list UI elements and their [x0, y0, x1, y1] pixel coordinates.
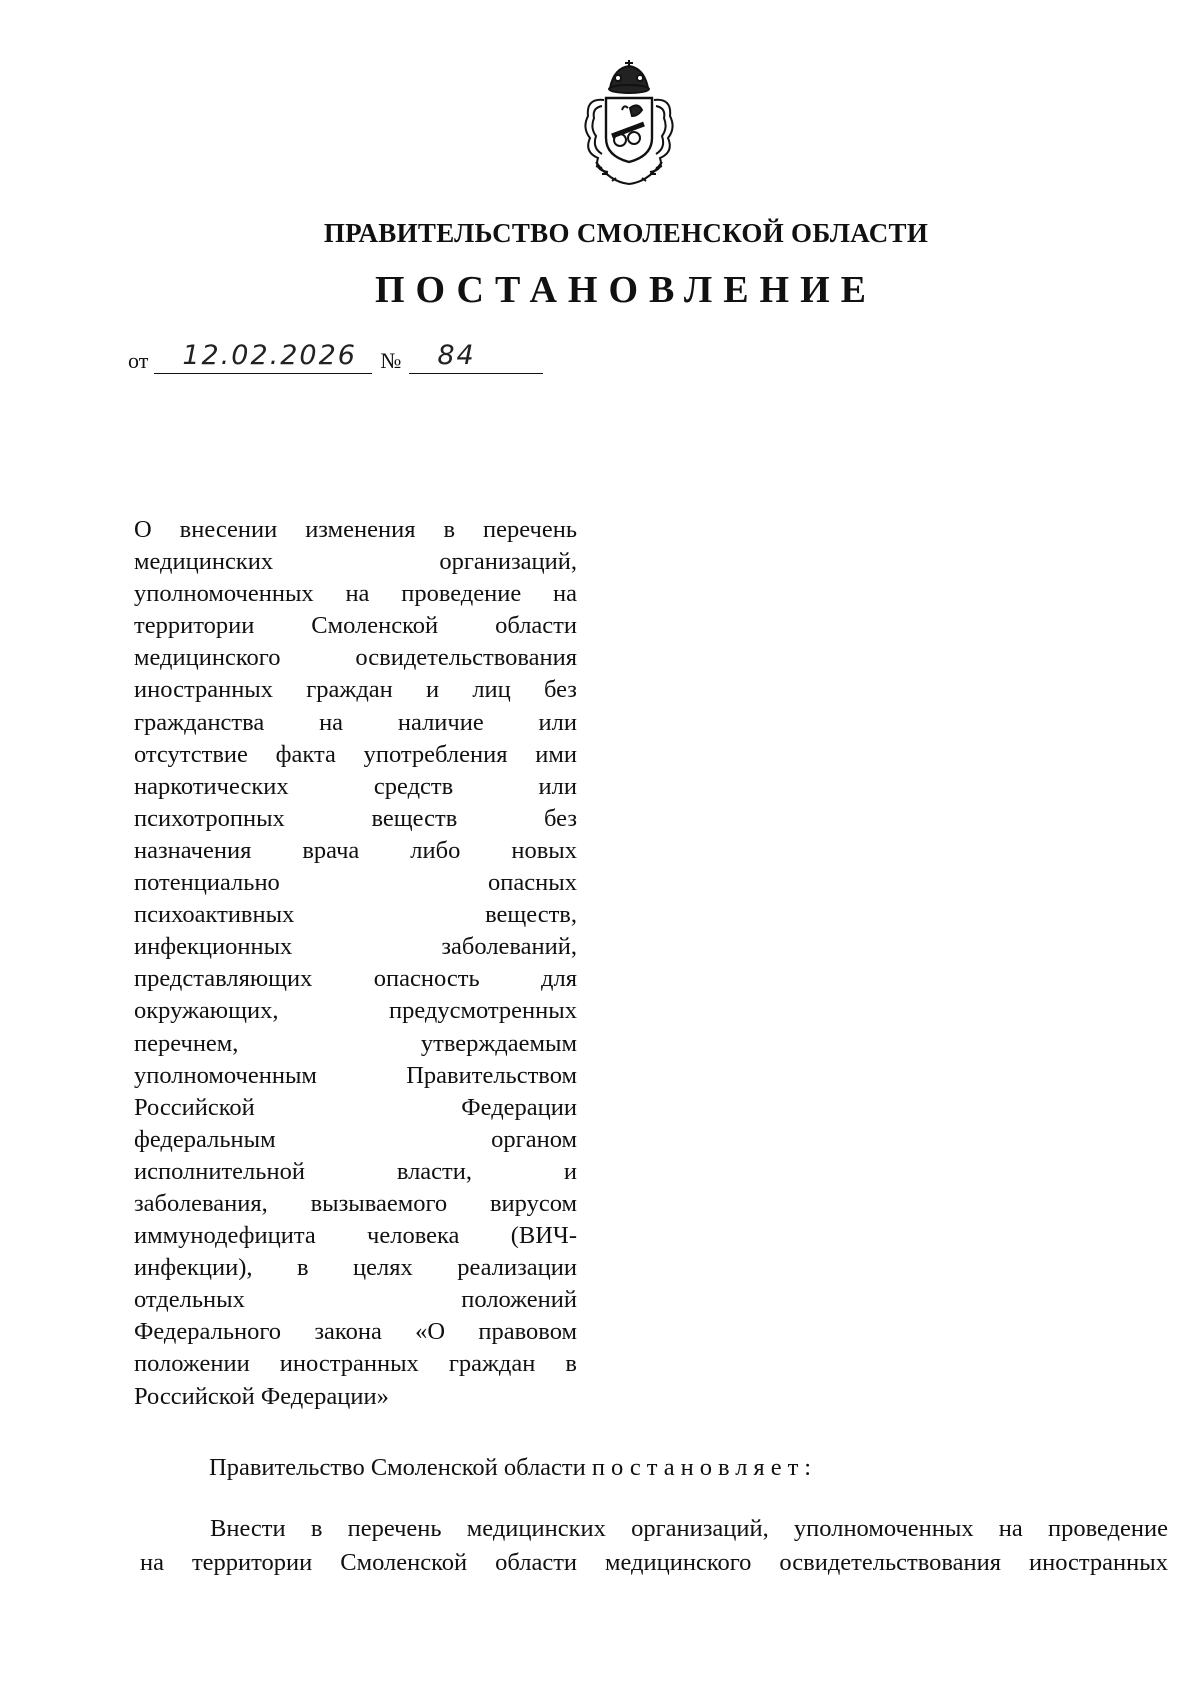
subject-line: О внесении изменения в перечень — [134, 516, 577, 543]
subject-line: уполномоченным Правительством — [134, 1061, 577, 1089]
document-type-title: ПОСТАНОВЛЕНИЕ — [374, 269, 878, 311]
body-line: Внести в перечень медицинских организаций, уполномоченных на проведение — [210, 1515, 1168, 1542]
subject-line: иностранных граждан и лиц без — [134, 676, 577, 704]
subject-line: назначения врача либо новых — [134, 836, 577, 864]
subject-line: Федерального закона «О правовом — [134, 1318, 577, 1346]
subject-line: медицинских организаций, — [134, 548, 577, 576]
date-field — [154, 339, 372, 374]
subject-line: наркотических средств или — [134, 772, 577, 800]
subject-line: окружающих, предусмотренных — [134, 997, 577, 1025]
subject-line: психотропных веществ без — [134, 804, 577, 832]
handwritten-date: 12.02.2026 — [182, 340, 357, 371]
date-number-line — [128, 334, 543, 374]
subject-line: уполномоченных на проведение на — [134, 580, 577, 608]
subject-line: инфекционных заболеваний, — [134, 933, 577, 961]
subject-line: отдельных положений — [134, 1286, 577, 1314]
subject-line: представляющих опасность для — [134, 965, 577, 993]
government-title: ПРАВИТЕЛЬСТВО СМОЛЕНСКОЙ ОБЛАСТИ — [323, 218, 929, 248]
date-from-label: от — [128, 348, 149, 373]
subject-line: федеральным органом — [134, 1125, 577, 1153]
subject-line: Российской Федерации» — [134, 1382, 389, 1410]
number-field — [409, 339, 543, 374]
subject-line: психоактивных веществ, — [134, 901, 577, 929]
subject-line: заболевания, вызываемого вирусом — [134, 1189, 577, 1217]
subject-line: потенциально опасных — [134, 869, 577, 897]
subject-line: положении иностранных граждан в — [134, 1350, 577, 1378]
subject-line: территории Смоленской области — [134, 612, 577, 640]
body-paragraph — [140, 1512, 1168, 1580]
body-line: на территории Смоленской области медицинского освидетельствования иностранных — [140, 1549, 1168, 1576]
resolution-line — [209, 1454, 817, 1482]
smolensk-coat-of-arms-icon — [568, 58, 690, 188]
subject-line: перечнем, утверждаемым — [134, 1029, 577, 1057]
number-label: № — [380, 348, 402, 373]
subject-line: Российской Федерации — [134, 1093, 577, 1121]
subject-line: иммунодефицита человека (ВИЧ- — [134, 1222, 577, 1250]
subject-line: отсутствие факта употребления ими — [134, 740, 577, 768]
subject-line: гражданства на наличие или — [134, 708, 577, 736]
resolution-lead: Правительство Смоленской области — [209, 1454, 586, 1481]
resolution-verb: постановляет: — [591, 1454, 818, 1481]
subject-line: инфекции), в целях реализации — [134, 1254, 577, 1282]
subject-line: медицинского освидетельствования — [134, 644, 577, 672]
subject-block — [134, 514, 577, 1413]
subject-line: исполнительной власти, и — [134, 1157, 577, 1185]
handwritten-number: 84 — [437, 340, 476, 371]
